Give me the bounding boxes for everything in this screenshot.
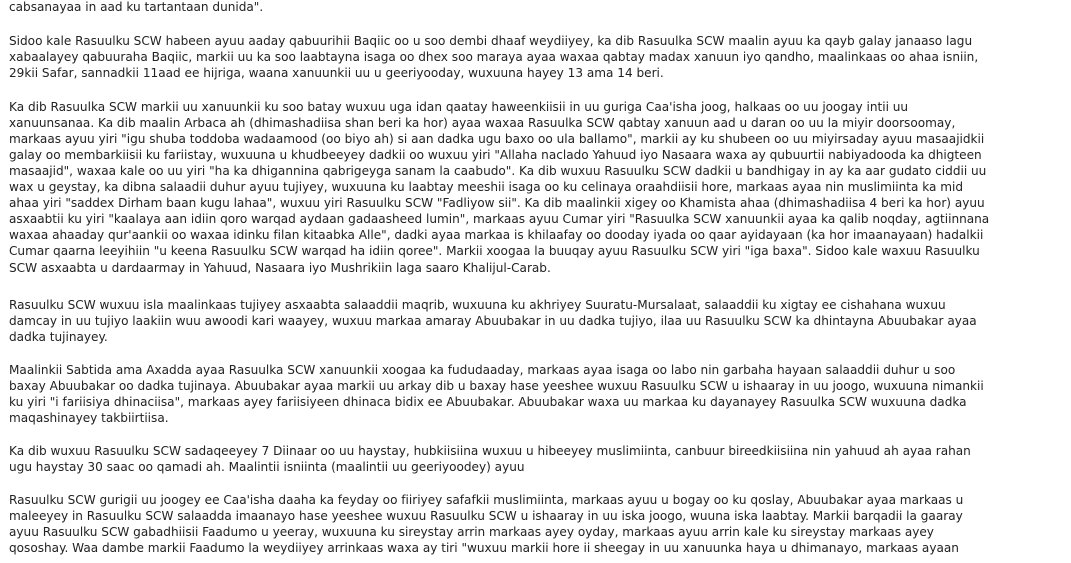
text-line: Sidoo kale Rasuulku SCW habeen ayuu aaday qabuurihii Baqiic oo u soo dembi dhaaf weydiiyey, ka dib Rasuulka SCW maalin ayuu ka qayb galay janaaso lagu (9, 34, 973, 48)
text-line: asxaabtii ku yiri "kaalaya aan idiin qoro warqad aydaan gadaasheed lumin", markaas ayuu Cumar yiri "Rasuulka SCW xanuunkii ayaa ka qalib noqday, agtiinnana (9, 212, 990, 227)
text-line: baxay Abuubakar oo dadka tujinaya. Abuubakar ayaa markii uu arkay dib u baxay hase yeeshee wuxuu Rasuulku SCW u ishaaray in uu joogo, wuxuuna nimankii (9, 379, 984, 394)
text-line: markaas ayuu yiri "igu shuba toddoba wadaamood (oo biyo ah) si aan dadka ugu baxo oo ula ballamo", markii ay ku shubeen oo uu miyirsaday ayuu masaajidkii (9, 132, 985, 147)
text-line: ahaa yiri "saddex Dirham baan kugu lahaa", wuxuu yiri Rasuulku SCW "Fadliyow sii". Ka dib maalinkii xigey oo Khamista ahaa (dhimashadiisa 4 beri ka hor) ayuu (9, 196, 985, 211)
text-line: maleeyey in Rasuulku SCW salaadda imaanayo hase yeeshee wuxuu Rasuulku SCW u ishaaray in uu iska joogo, wuuna iska laabtay. Markii barqadii la gaaray (9, 509, 963, 524)
text-line: dadka tujinayey. (9, 330, 108, 345)
text-line: Rasuulku SCW wuxuu isla maalinkaas tujiyey asxaabta salaaddii maqrib, wuxuuna ku akhriyey Suuratu-Mursalaat, salaaddii ku xigtay ee cishahana wuxuu (9, 298, 946, 312)
text-line: Maalinkii Sabtida ama Axadda ayaa Rasuulka SCW xanuunkii xoogaa ka fududaaday, markaas ayaa isaga oo labo nin garbaha hayaan salaaddii duhur u soo (9, 363, 956, 377)
text-line: cabsanayaa in aad ku tartantaan dunida". (9, 0, 264, 14)
text-line: ugu haystay 30 saac oo qamadi ah. Maalintii isniinta (maalintii uu geeriyoodey) ayuu (9, 460, 525, 475)
text-line: Cumar qaarna leeyihiin "u keena Rasuulku SCW warqad ha idiin qoree". Markii xoogaa la buuqay ayuu Rasuulku SCW yiri "iga baxa". Sidoo kale waxuu Rasuulku (9, 244, 980, 259)
text-line: waxaa ahaaday qur'aankii oo waxaa idinku filan kitaabka Alle", dadki ayaa markaa is khilaafay oo dooday iyada oo qaar ayidayaan (ka hor imaanayaan) hadalkii (9, 228, 984, 243)
text-line: xabaalayey qabuuraha Baqiic, markii uu ka soo laabtayna isaga oo dhex soo maraya ayaa waxaa qabtay madax xanuun iyo qandho, maalinkaas oo ahaa isniin, (9, 50, 979, 65)
text-line: xanuunsanaa. Ka dib maalin Arbaca ah (dhimashadiisa shan beri ka hor) ayaa waxaa Rasuulka SCW qabtay xanuun aad u daran oo uu la miyir doorsoomay, (9, 116, 956, 131)
text-line: maqashinayey takbiirtiisa. (9, 411, 169, 426)
text-line: Ka dib wuxuu Rasuulku SCW sadaqeeyey 7 Diinaar oo uu haystay, hubkiisiina wuxuu u hibeeyey muslimiinta, canbuur bireedkiisiina nin yahuud ah ayaa rahan (9, 444, 971, 458)
text-line: wax u geystay, ka dibna salaadii duhur ayuu tujiyey, wuxuuna ku laabtay meeshii isaga oo ku celinaya oraahdiisii hore, markaas ayaa nin muslimiinta ka mid (9, 180, 964, 195)
text-line: Ka dib Rasuulka SCW markii uu xanuunkii ku soo batay wuxuu uga idan qaatay haweenkiisii in uu guriga Caa'isha joog, halkaas oo uu joogay intii uu (9, 100, 909, 114)
text-line: SCW asxaabta u dardaarmay in Yahuud, Nasaara iyo Mushrikiin laga saaro Khalijul-Carab. (9, 260, 551, 275)
text-line: qososhay. Waa dambe markii Faadumo la weydiiyey arrinkaas waxa ay tiri "wuxuu markii hore ii sheegay in uu xanuunka haya u dhimanayo, markaas ayaan (9, 541, 959, 556)
text-line: ku yiri "i fariisiya dhinaciisa", markaas ayey fariisiyeen dhinaca bidix ee Abuubakar. Abuubakar waxa uu markaa ku dayanayey Rasuulka SCW wuxuuna dadka (9, 395, 967, 410)
text-line: 29kii Safar, sannadkii 11aad ee hijriga, waana xanuunkii uu u geeriyooday, wuxuuna hayey 13 ama 14 beri. (9, 66, 664, 81)
text-line: masaajid", waxaa kale oo uu yiri "ha ka dhigannina qabrigeyga sanam la caabudo". Ka dib wuxuu Rasuulku SCW dadkii u bandhigay in ay ka aar gudato ciddii uu (9, 164, 987, 179)
text-line: damcay in uu tujiyo laakiin wuu awoodi kari waayey, wuxuu markaa amaray Abuubakar in uu dadka tujiyo, ilaa uu Rasuulku SCW ka dhintayna Abuubakar ayaa (9, 314, 977, 329)
text-line: galay oo membarkiisii ku fariistay, wuxuuna u khudbeeyey dadkii oo wuxuu yiri "Allaha naclado Yahuud iyo Nasaara waxa ay qubuurtii nabiyadooda ka dhigteen (9, 148, 982, 163)
text-line: Rasuulku SCW gurigii uu joogey ee Caa'isha daaha ka feyday oo fiiriyey safafkii muslimiinta, markaas ayuu u bogay oo ku qoslay, Abuubakar ayaa markaas u (9, 493, 964, 507)
text-line: ayuu Rasuulku SCW gabadhiisii Faadumo u yeeray, wuxuuna ku sireystay arrin markaas ayey oyday, markaas ayuu arrin kale ku sireystay markaas ayey (9, 525, 934, 540)
